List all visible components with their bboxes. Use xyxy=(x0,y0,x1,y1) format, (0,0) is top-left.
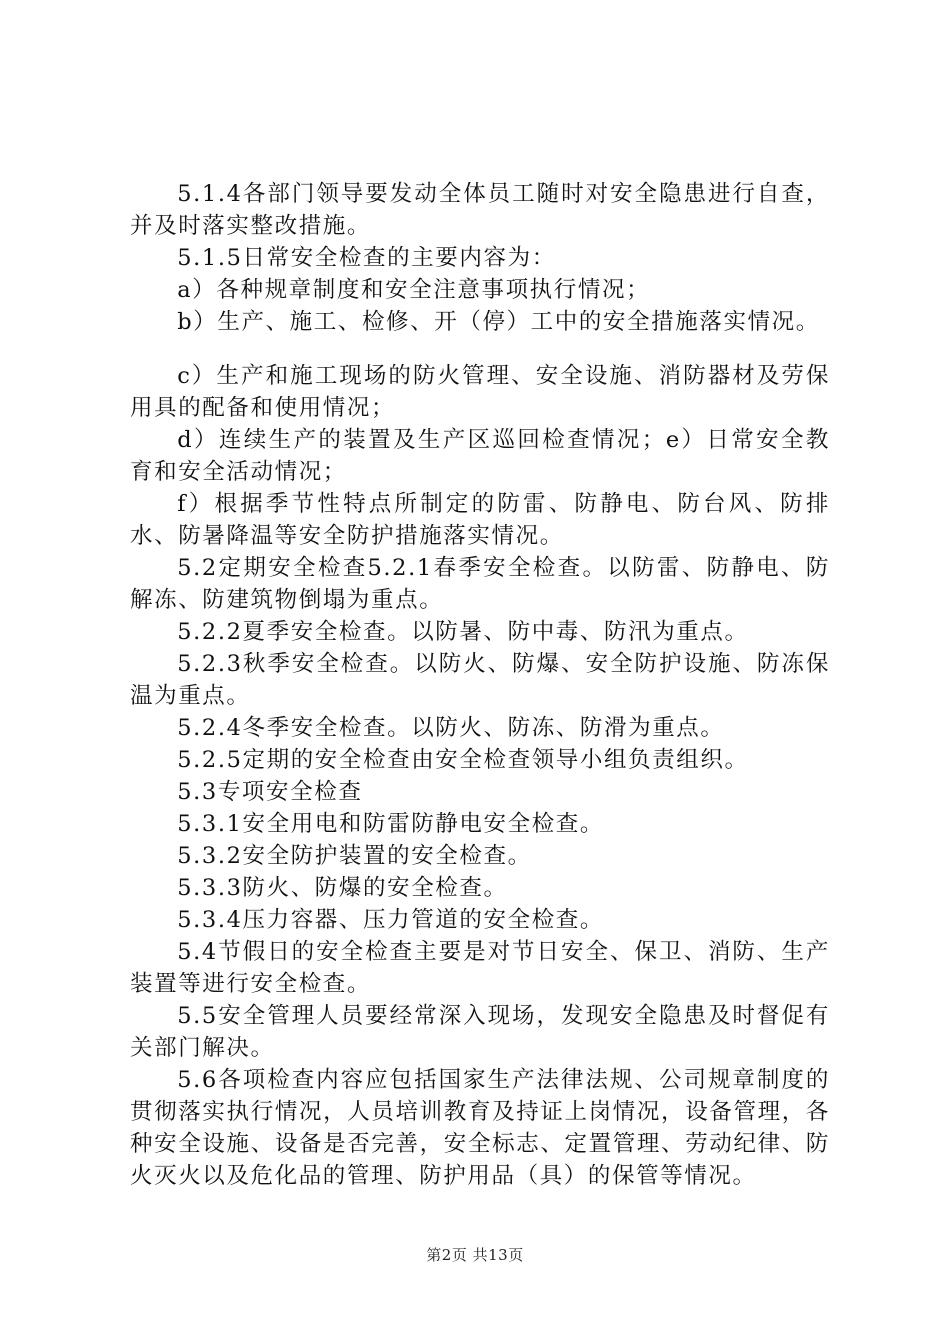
paragraph-5-2-2: 5.2.2夏季安全检查。以防暑、防中毒、防汛为重点。 xyxy=(177,619,749,645)
list-item-b: b）生产、施工、检修、开（停）工中的安全措施落实情况。 xyxy=(177,309,820,335)
paragraph-5-4: 5.4节假日的安全检查主要是对节日安全、保卫、消防、生产装置等进行安全检查。 xyxy=(130,939,830,997)
paragraph-5-3-1: 5.3.1安全用电和防雷防静电安全检查。 xyxy=(177,811,605,837)
paragraph-5-1-4: 5.1.4各部门领导要发动全体员工随时对安全隐患进行自查，并及时落实整改措施。 xyxy=(130,181,830,239)
list-item-a: a）各种规章制度和安全注意事项执行情况； xyxy=(177,277,651,303)
list-item-f: f）根据季节性特点所制定的防雷、防静电、防台风、防排水、防暑降温等安全防护措施落实情况。 xyxy=(130,491,830,549)
page-footer: 第2页 共13页 xyxy=(426,1246,524,1264)
paragraph-5-3-3: 5.3.3防火、防爆的安全检查。 xyxy=(177,875,508,901)
paragraph-5-3: 5.3专项安全检查 xyxy=(177,779,363,805)
paragraph-5-1-5: 5.1.5日常安全检查的主要内容为： xyxy=(177,245,556,271)
paragraph-5-2-3: 5.2.3秋季安全检查。以防火、防爆、安全防护设施、防冻保温为重点。 xyxy=(130,651,830,709)
paragraph-5-3-2: 5.3.2安全防护装置的安全检查。 xyxy=(177,843,532,869)
paragraph-5-2-5: 5.2.5定期的安全检查由安全检查领导小组负责组织。 xyxy=(177,747,749,773)
paragraph-gap xyxy=(130,338,830,360)
paragraph-5-2-4: 5.2.4冬季安全检查。以防火、防冻、防滑为重点。 xyxy=(177,715,725,741)
paragraph-5-5: 5.5安全管理人员要经常深入现场，发现安全隐患及时督促有关部门解决。 xyxy=(130,1003,830,1061)
paragraph-5-3-4: 5.3.4压力容器、压力管道的安全检查。 xyxy=(177,907,605,933)
paragraph-5-2: 5.2定期安全检查5.2.1春季安全检查。以防雷、防静电、防解冻、防建筑物倒塌为重点。 xyxy=(130,555,830,613)
paragraph-5-6: 5.6各项检查内容应包括国家生产法律法规、公司规章制度的贯彻落实执行情况，人员培训教育及持证上岗情况，设备管理，各种安全设施、设备是否完善，安全标志、定置管理、劳动纪律、防火灭火以及危化品的管理、防护用品（具）的保管等情况。 xyxy=(130,1067,830,1189)
document-body xyxy=(130,178,830,1192)
list-item-c: c）生产和施工现场的防火管理、安全设施、消防器材及劳保用具的配备和使用情况； xyxy=(130,363,830,421)
list-item-d-e: d）连续生产的装置及生产区巡回检查情况；e）日常安全教育和安全活动情况； xyxy=(130,427,830,485)
